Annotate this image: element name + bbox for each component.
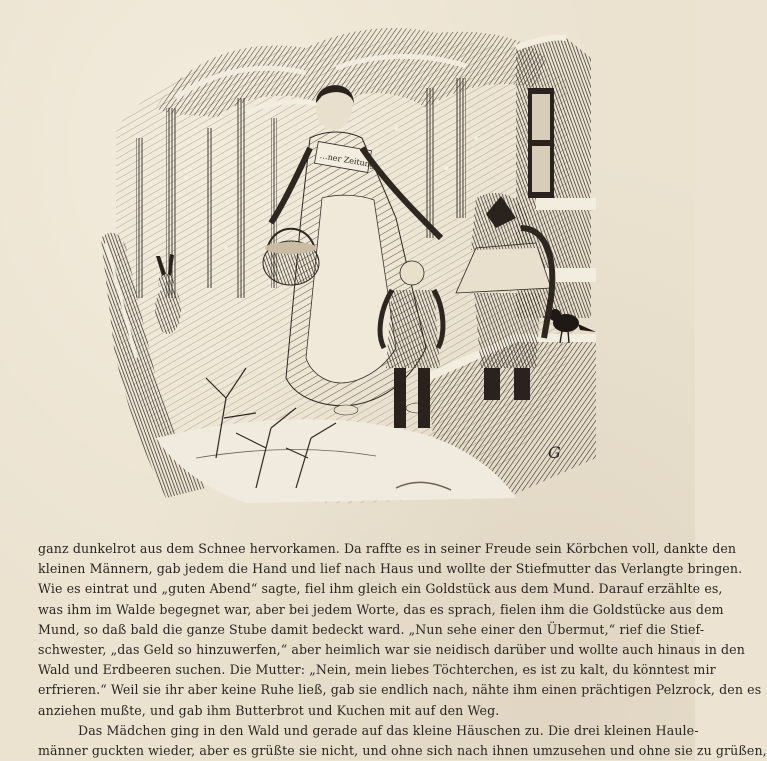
text-line: was ihm im Walde begegnet war, aber bei jedem Worte, das es sprach, fielen ihm die Goldstücke aus dem xyxy=(38,601,724,617)
text-line: kleinen Männern, gab jedem die Hand und lief nach Haus und wollte der Stiefmutter das Verlangte bringen. xyxy=(38,561,743,577)
text-line: erfrieren.“ Weil sie ihr aber keine Ruhe ließ, gab sie endlich nach, nähte ihm einen prächtigen Pelzrock, den es xyxy=(38,682,762,698)
woodcut-illustration xyxy=(96,18,598,510)
text-line: Wald und Erdbeeren suchen. Die Mutter: „Nein, mein liebes Töchterchen, es ist zu kalt, du könntest mir xyxy=(38,662,716,678)
illustration-svg xyxy=(96,18,598,510)
body-text xyxy=(38,539,767,761)
text-line: männer guckten wieder, aber es grüßte sie nicht, und ohne sich nach ihnen umzusehen und ohne sie zu grüßen, xyxy=(38,742,767,758)
text-line: Mund, so daß bald die ganze Stube damit bedeckt ward. „Nun sehe einer den Übermut,“ rief die Stief- xyxy=(38,621,705,637)
apron-text: …ner Zeitung xyxy=(319,151,376,170)
text-line: Das Mädchen ging in den Wald und gerade auf das kleine Häuschen zu. Die drei kleinen Haule- xyxy=(78,722,699,738)
text-line: anziehen mußte, und gab ihm Butterbrot und Kuchen mit auf den Weg. xyxy=(38,702,500,718)
artist-monogram: G xyxy=(548,443,561,462)
text-line: ganz dunkelrot aus dem Schnee hervorkamen. Da raffte es in seiner Freude sein Körbchen voll, dankte den xyxy=(38,541,737,556)
text-line: Wie es eintrat und „guten Abend“ sagte, fiel ihm gleich ein Goldstück aus dem Mund. Darauf erzählte es, xyxy=(38,581,723,597)
text-line: schwester, „das Geld so hinzuwerfen,“ aber heimlich war sie neidisch darüber und wollte auch hinaus in den xyxy=(38,641,745,657)
